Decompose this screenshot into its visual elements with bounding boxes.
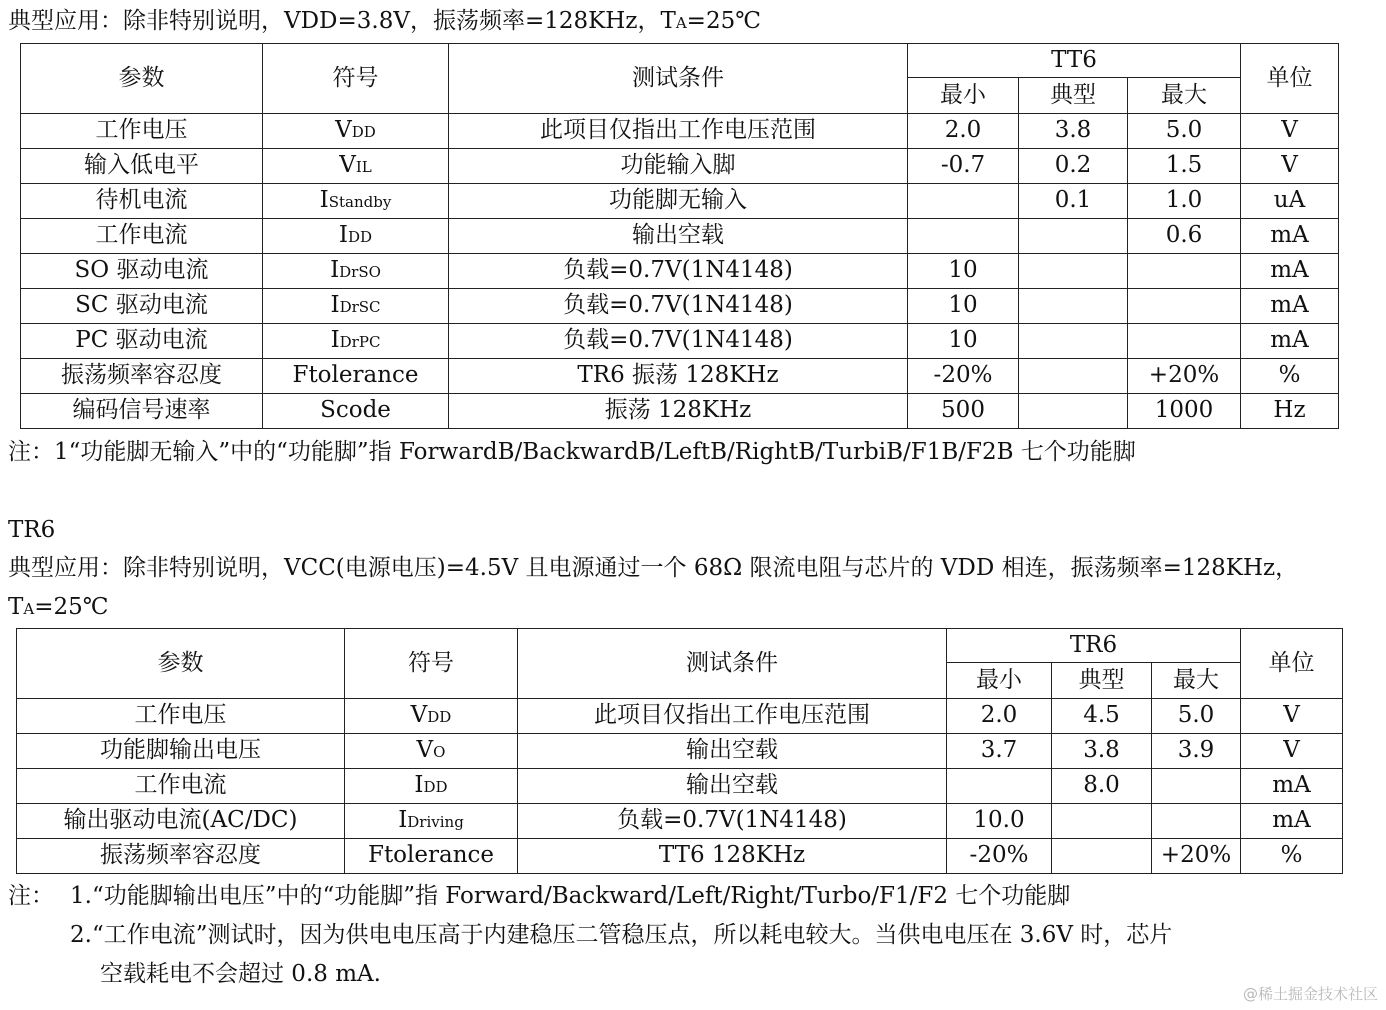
header-group: TR6 <box>947 629 1241 663</box>
cell-symbol <box>263 114 449 149</box>
header-min: 最小 <box>908 78 1019 114</box>
cell-symbol <box>345 769 518 804</box>
cell-unit: mA <box>1241 324 1339 359</box>
symbol-main: V <box>410 702 428 729</box>
table-row <box>17 804 1343 839</box>
cell-min: -20% <box>947 839 1052 874</box>
table-body <box>21 114 1339 429</box>
symbol-main: Ftolerance <box>367 842 495 869</box>
cell-unit: % <box>1241 359 1339 394</box>
header-condition: 测试条件 <box>449 44 908 114</box>
symbol-main: V <box>416 737 434 764</box>
cell-param: 编码信号速率 <box>21 394 263 429</box>
header-max: 最大 <box>1152 663 1241 699</box>
section2-note-1: 1.“功能脚输出电压”中的“功能脚”指 Forward/Backward/Left/Right/Turbo/F1/F2 七个功能脚 <box>70 883 1071 909</box>
cell-min: 2.0 <box>947 699 1052 734</box>
cell-max: 3.9 <box>1152 734 1241 769</box>
symbol-subscript: DrPC <box>339 333 381 352</box>
symbol-subscript: O <box>433 743 446 762</box>
section2-intro-line1: 典型应用：除非特别说明，VCC(电源电压)=4.5V 且电源通过一个 68Ω 限流电阻与芯片的 VDD 相连，振荡频率=128KHz， <box>8 555 1299 581</box>
watermark: @稀土掘金技术社区 <box>1242 985 1378 1003</box>
cell-symbol <box>345 699 518 734</box>
intro-tail: =25℃ <box>686 8 761 34</box>
symbol-subscript: DrSO <box>339 263 381 282</box>
symbol-subscript: DD <box>348 228 373 247</box>
header-max: 最大 <box>1128 78 1241 114</box>
symbol-main: Scode <box>320 397 391 424</box>
cell-unit: % <box>1241 839 1343 874</box>
symbol-main: V <box>339 152 356 179</box>
table-row <box>21 359 1339 394</box>
header-condition: 测试条件 <box>518 629 947 699</box>
cell-min: 10 <box>908 324 1019 359</box>
symbol-subscript: DD <box>427 708 452 727</box>
cell-typ <box>1019 289 1128 324</box>
spec-table-tr6 <box>16 628 1343 874</box>
cell-symbol <box>263 359 449 394</box>
cell-min: 10.0 <box>947 804 1052 839</box>
cell-max <box>1152 769 1241 804</box>
spec-table-tt6 <box>20 43 1339 429</box>
cell-symbol <box>263 289 449 324</box>
cell-param: 振荡频率容忍度 <box>21 359 263 394</box>
section2-note-2-line1: 2.“工作电流”测试时，因为供电电压高于内建稳压二管稳压点，所以耗电较大。当供电电压在 3.6V 时，芯片 <box>70 922 1173 948</box>
cell-min: 10 <box>908 289 1019 324</box>
cell-min <box>908 184 1019 219</box>
cell-symbol <box>263 254 449 289</box>
section2-note-2-line2: 空载耗电不会超过 0.8 mA. <box>100 961 381 987</box>
cell-condition: 负载=0.7V(1N4148) <box>449 254 908 289</box>
cell-symbol <box>345 839 518 874</box>
intro-tail: =25℃ <box>34 594 109 620</box>
table-row <box>21 219 1339 254</box>
cell-typ: 3.8 <box>1052 734 1152 769</box>
table-row <box>21 394 1339 429</box>
table-row <box>21 114 1339 149</box>
cell-min <box>908 219 1019 254</box>
cell-max: 1.0 <box>1128 184 1241 219</box>
cell-condition: 负载=0.7V(1N4148) <box>449 289 908 324</box>
cell-condition: 输出空载 <box>518 734 947 769</box>
header-row <box>21 44 1339 78</box>
cell-typ <box>1019 219 1128 254</box>
cell-symbol <box>263 219 449 254</box>
cell-max: +20% <box>1128 359 1241 394</box>
header-group: TT6 <box>908 44 1241 78</box>
header-row <box>17 629 1343 663</box>
table-row <box>17 734 1343 769</box>
intro-subscript: A <box>23 600 35 618</box>
cell-typ: 4.5 <box>1052 699 1152 734</box>
cell-max <box>1128 289 1241 324</box>
cell-typ <box>1052 804 1152 839</box>
table-row <box>21 149 1339 184</box>
cell-param: 工作电流 <box>21 219 263 254</box>
cell-min: 3.7 <box>947 734 1052 769</box>
header-param: 参数 <box>21 44 263 114</box>
table-row <box>17 769 1343 804</box>
intro-text: T <box>8 594 24 620</box>
intro-text: 典型应用：除非特别说明，VDD=3.8V，振荡频率=128KHz，T <box>8 8 676 34</box>
symbol-main: V <box>335 117 352 144</box>
cell-condition: TR6 振荡 128KHz <box>449 359 908 394</box>
cell-symbol <box>263 394 449 429</box>
cell-symbol <box>345 804 518 839</box>
cell-unit: V <box>1241 149 1339 184</box>
symbol-main: I <box>319 187 329 214</box>
symbol-main: I <box>330 327 340 354</box>
intro-subscript: A <box>675 14 687 32</box>
table-row <box>17 699 1343 734</box>
header-min: 最小 <box>947 663 1052 699</box>
cell-max: 5.0 <box>1152 699 1241 734</box>
table-body <box>17 699 1343 874</box>
table-row <box>21 324 1339 359</box>
symbol-subscript: DD <box>351 123 376 142</box>
cell-condition: 功能输入脚 <box>449 149 908 184</box>
cell-symbol <box>263 324 449 359</box>
header-typ: 典型 <box>1019 78 1128 114</box>
cell-unit: mA <box>1241 769 1343 804</box>
cell-param: SC 驱动电流 <box>21 289 263 324</box>
symbol-main: I <box>338 222 349 249</box>
cell-unit: mA <box>1241 804 1343 839</box>
cell-unit: mA <box>1241 219 1339 254</box>
cell-typ: 3.8 <box>1019 114 1128 149</box>
cell-unit: V <box>1241 699 1343 734</box>
cell-typ: 8.0 <box>1052 769 1152 804</box>
cell-condition: 负载=0.7V(1N4148) <box>449 324 908 359</box>
symbol-subscript: Standby <box>328 193 392 212</box>
cell-typ <box>1052 839 1152 874</box>
cell-max <box>1128 324 1241 359</box>
cell-condition: 此项目仅指出工作电压范围 <box>449 114 908 149</box>
symbol-main: I <box>330 257 340 284</box>
cell-typ <box>1019 324 1128 359</box>
cell-param: 工作电流 <box>17 769 345 804</box>
cell-param: 振荡频率容忍度 <box>17 839 345 874</box>
cell-condition: 此项目仅指出工作电压范围 <box>518 699 947 734</box>
header-symbol: 符号 <box>345 629 518 699</box>
cell-unit: mA <box>1241 254 1339 289</box>
table-row <box>21 254 1339 289</box>
cell-condition: 输出空载 <box>449 219 908 254</box>
header-symbol: 符号 <box>263 44 449 114</box>
symbol-main: I <box>414 772 424 799</box>
section1-intro <box>8 6 761 38</box>
cell-typ: 0.2 <box>1019 149 1128 184</box>
cell-min: 500 <box>908 394 1019 429</box>
cell-condition: TT6 128KHz <box>518 839 947 874</box>
cell-unit: mA <box>1241 289 1339 324</box>
cell-max: 1000 <box>1128 394 1241 429</box>
cell-min: 10 <box>908 254 1019 289</box>
cell-param: 输入低电平 <box>21 149 263 184</box>
header-param: 参数 <box>17 629 345 699</box>
symbol-subscript: DD <box>423 778 448 797</box>
cell-unit: V <box>1241 734 1343 769</box>
cell-typ: 0.1 <box>1019 184 1128 219</box>
cell-typ <box>1019 394 1128 429</box>
cell-min: -20% <box>908 359 1019 394</box>
cell-param: 输出驱动电流(AC/DC) <box>17 804 345 839</box>
symbol-main: Ftolerance <box>292 362 419 389</box>
cell-param: 工作电压 <box>17 699 345 734</box>
cell-unit: uA <box>1241 184 1339 219</box>
cell-max: 0.6 <box>1128 219 1241 254</box>
cell-typ <box>1019 254 1128 289</box>
header-unit: 单位 <box>1241 44 1339 114</box>
header-typ: 典型 <box>1052 663 1152 699</box>
cell-max <box>1152 804 1241 839</box>
cell-param: 待机电流 <box>21 184 263 219</box>
cell-max: +20% <box>1152 839 1241 874</box>
cell-max: 5.0 <box>1128 114 1241 149</box>
cell-max <box>1128 254 1241 289</box>
cell-param: 功能脚输出电压 <box>17 734 345 769</box>
cell-symbol <box>263 184 449 219</box>
table-row <box>17 839 1343 874</box>
symbol-subscript: IL <box>355 158 372 177</box>
cell-unit: V <box>1241 114 1339 149</box>
symbol-main: I <box>398 807 408 834</box>
section2-note-label: 注： <box>8 883 54 909</box>
cell-condition: 功能脚无输入 <box>449 184 908 219</box>
header-unit: 单位 <box>1241 629 1343 699</box>
section2-intro-line2 <box>8 592 108 624</box>
cell-max: 1.5 <box>1128 149 1241 184</box>
cell-unit: Hz <box>1241 394 1339 429</box>
cell-min <box>947 769 1052 804</box>
cell-param: SO 驱动电流 <box>21 254 263 289</box>
table-row <box>21 289 1339 324</box>
symbol-main: I <box>330 292 340 319</box>
cell-condition: 振荡 128KHz <box>449 394 908 429</box>
symbol-subscript: DrSC <box>339 298 381 317</box>
section1-note: 注：1“功能脚无输入”中的“功能脚”指 ForwardB/BackwardB/LeftB/RightB/TurbiB/F1B/F2B 七个功能脚 <box>8 439 1136 465</box>
cell-symbol <box>345 734 518 769</box>
cell-condition: 输出空载 <box>518 769 947 804</box>
cell-param: PC 驱动电流 <box>21 324 263 359</box>
cell-typ <box>1019 359 1128 394</box>
cell-min: 2.0 <box>908 114 1019 149</box>
table-row <box>21 184 1339 219</box>
cell-min: -0.7 <box>908 149 1019 184</box>
cell-symbol <box>263 149 449 184</box>
cell-param: 工作电压 <box>21 114 263 149</box>
section2-title: TR6 <box>8 517 56 543</box>
symbol-subscript: Driving <box>407 813 464 832</box>
cell-condition: 负载=0.7V(1N4148) <box>518 804 947 839</box>
